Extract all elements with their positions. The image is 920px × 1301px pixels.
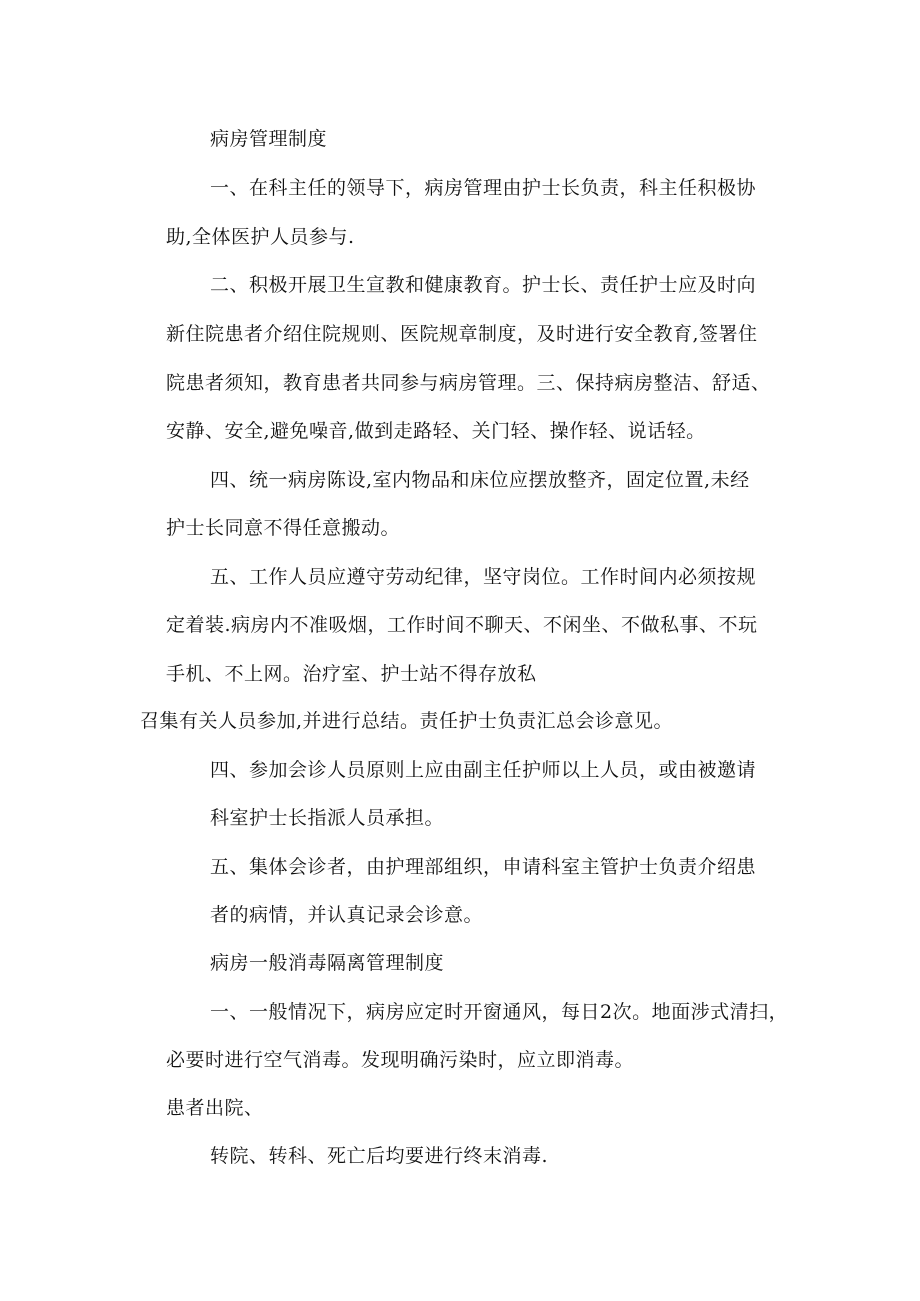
paragraph-line: 护士长同意不得任意搬动。	[166, 517, 401, 539]
paragraph-line: 四、参加会诊人员原则上应由副主任护师以上人员，或由被邀请	[210, 759, 757, 781]
paragraph-line: 院患者须知，教育患者共同参与病房管理。三、保持病房整洁、舒适、	[166, 372, 771, 394]
paragraph-line: 召集有关人员参加,并进行总结。责任护士负责汇总会诊意见。	[140, 710, 674, 732]
paragraph-line: 二、积极开展卫生宣教和健康教育。护士长、责任护士应及时向	[210, 274, 757, 296]
paragraph-line: 一、在科主任的领导下，病房管理由护士长负责，科主任积极协	[210, 177, 757, 199]
paragraph-line: 新住院患者介绍住院规则、医院规章制度，及时进行安全教育,签署住	[166, 323, 758, 345]
paragraph-line: 安静、安全,避免噪音,做到走路轻、关门轻、操作轻、说话轻。	[166, 420, 706, 442]
paragraph-line: 五、工作人员应遵守劳动纪律，坚守岗位。工作时间内必须按规	[210, 566, 757, 588]
paragraph-line: 必要时进行空气消毒。发现明确污染时，应立即消毒。	[166, 1049, 635, 1071]
paragraph-line: 定着装.病房内不准吸烟，工作时间不聊天、不闲坐、不做私事、不玩	[166, 614, 758, 636]
paragraph-line: 手机、不上网。治疗室、护士站不得存放私	[166, 663, 537, 685]
paragraph-line: 四、统一病房陈设,室内物品和床位应摆放整齐，固定位置,未经	[210, 469, 750, 491]
paragraph-line: 转院、转科、死亡后均要进行终末消毒.	[210, 1145, 549, 1167]
section-title: 病房一般消毒隔离管理制度	[210, 952, 445, 974]
paragraph-line: 科室护士长指派人员承担。	[210, 807, 445, 829]
paragraph-line: 者的病情，并认真记录会诊意。	[210, 904, 484, 926]
paragraph-line: 助,全体医护人员参与.	[166, 226, 355, 248]
paragraph-line: 一、一般情况下，病房应定时开窗通风，每日2次。地面涉式清扫，	[210, 1001, 789, 1023]
paragraph-line: 患者出院、	[166, 1097, 264, 1119]
section-title: 病房管理制度	[210, 128, 328, 150]
paragraph-line: 五、集体会诊者，由护理部组织，申请科室主管护士负责介绍患	[210, 856, 757, 878]
